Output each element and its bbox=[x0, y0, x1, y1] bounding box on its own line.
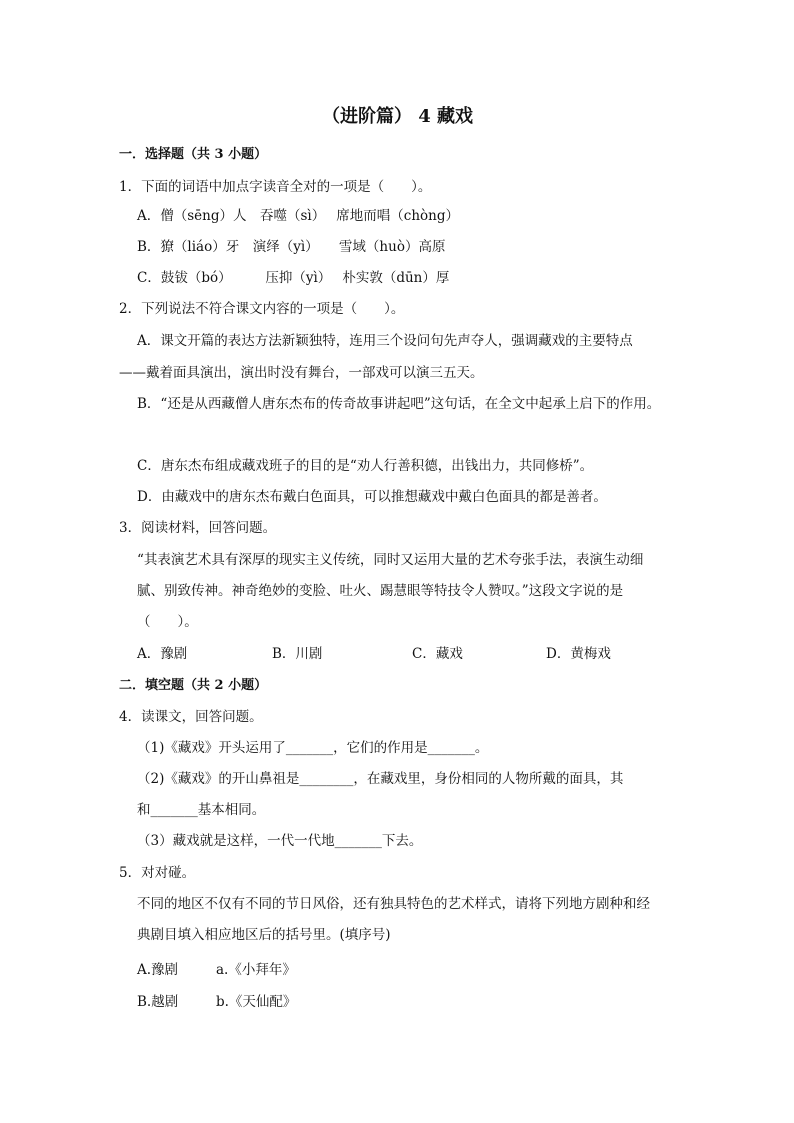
question-3-option-a: A．豫剧 bbox=[137, 646, 188, 662]
question-4-sub-3: （3）藏戏就是这样，一代一代地_______下去。 bbox=[137, 833, 423, 849]
question-4-stem: 4．读课文，回答问题。 bbox=[119, 709, 263, 725]
section-heading-fill: 二．填空题（共 2 小题） bbox=[119, 678, 268, 693]
question-2-stem: 2．下列说法不符合课文内容的一项是（ ）。 bbox=[119, 301, 405, 317]
question-5-stem: 5．对对碰。 bbox=[119, 865, 196, 881]
question-5-row-1-play: a.《小拜年》 bbox=[216, 962, 296, 978]
question-5-instruction-line1: 不同的地区不仅有不同的节日风俗，还有独具特色的艺术样式，请将下列地方剧种和经 bbox=[137, 896, 650, 912]
question-2-option-b: B．“还是从西藏僧人唐东杰布的传奇故事讲起吧”这句话，在全文中起承上启下的作用。 bbox=[137, 396, 661, 412]
document-title: （进阶篇） 4 藏戏 bbox=[322, 106, 474, 127]
question-5-instruction-line2: 典剧目填入相应地区后的括号里。(填序号) bbox=[137, 927, 391, 943]
question-5-row-2-play: b.《天仙配》 bbox=[216, 994, 297, 1010]
question-3-option-b: B．川剧 bbox=[272, 646, 323, 662]
question-1-option-c: C．鼓钹（bó） 压抑（yì） 朴实敦（dūn）厚 bbox=[137, 270, 450, 286]
question-3-passage-line3: （ ）。 bbox=[137, 614, 198, 630]
question-4-sub-2-line2: 和_______基本相同。 bbox=[137, 802, 266, 818]
question-1-stem: 1．下面的词语中加点字读音全对的一项是（ ）。 bbox=[119, 179, 432, 195]
question-4-sub-2-line1: （2)《藏戏》的开山鼻祖是________，在藏戏里，身份相同的人物所戴的面具，其 bbox=[137, 771, 624, 787]
question-3-passage-line1: “其表演艺术具有深厚的现实主义传统，同时又运用大量的艺术夸张手法，表演生动细 bbox=[137, 552, 644, 568]
question-3-option-d: D．黄梅戏 bbox=[546, 646, 611, 662]
question-1-option-b: B．獠（liáo）牙 演绎（yì） 雪域（huò）高原 bbox=[137, 239, 446, 255]
question-2-option-a-line2: ——戴着面具演出，演出时没有舞台，一部戏可以演三五天。 bbox=[119, 365, 484, 381]
question-3-stem: 3．阅读材料，回答问题。 bbox=[119, 520, 277, 536]
question-1-option-a: A．僧（sēng）人 吞噬（sì） 席地而唱（chòng） bbox=[137, 208, 460, 224]
question-2-option-a-line1: A．课文开篇的表达方法新颖独特，连用三个设问句先声夺人，强调藏戏的主要特点 bbox=[137, 333, 633, 349]
question-3-passage-line2: 腻、别致传神。神奇绝妙的变脸、吐火、踢慧眼等特技令人赞叹。”这段文字说的是 bbox=[137, 583, 624, 599]
question-2-option-d: D．由藏戏中的唐东杰布戴白色面具，可以推想藏戏中戴白色面具的都是善者。 bbox=[137, 489, 607, 505]
question-5-row-1-opera: A.豫剧 bbox=[137, 962, 179, 978]
question-5-row-2-opera: B.越剧 bbox=[137, 994, 179, 1010]
section-heading-choice: 一．选择题（共 3 小题） bbox=[119, 147, 268, 162]
question-3-option-c: C．藏戏 bbox=[412, 646, 463, 662]
question-4-sub-1: （1)《藏戏》开头运用了_______，它们的作用是_______。 bbox=[137, 740, 489, 756]
question-2-option-c: C．唐东杰布组成藏戏班子的目的是“劝人行善积德，出钱出力，共同修桥”。 bbox=[137, 458, 594, 474]
